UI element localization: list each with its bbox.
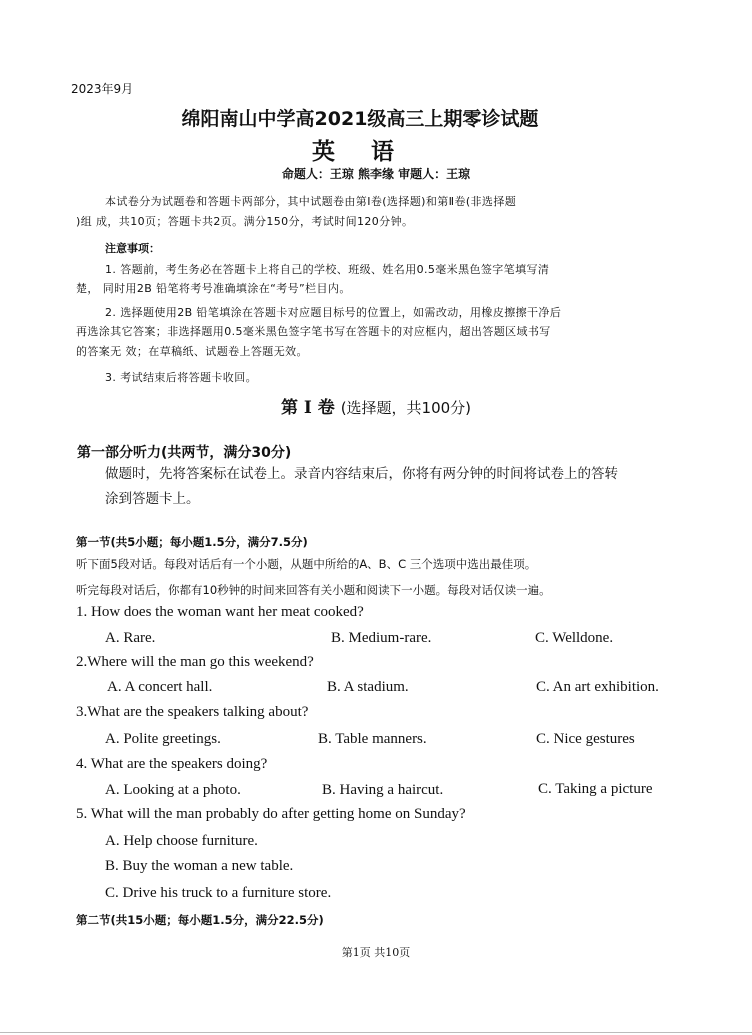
question-2-option-b: B. A stadium. [327, 679, 409, 695]
question-1-option-b: B. Medium-rare. [331, 630, 432, 646]
question-4-stem: 4. What are the speakers doing? [76, 756, 268, 772]
question-4-option-b: B. Having a haircut. [322, 782, 444, 798]
part-1-instruction-line-2: 涂到答题卡上。 [105, 491, 200, 507]
intro-line-2: )组 成，共10页；答题卡共2页。满分150分，考试时间120分钟。 [76, 215, 414, 228]
section-1-heading: 第一节(共5小题；每小题1.5分，满分7.5分) [76, 535, 308, 549]
note-1-line-1: 1. 答题前，考生务必在答题卡上将自己的学校、班级、姓名用0.5毫米黑色签字笔填写清 [105, 263, 550, 276]
question-3-option-c: C. Nice gestures [536, 731, 635, 747]
question-5-stem: 5. What will the man probably do after getting home on Sunday? [76, 806, 466, 822]
page-footer: 第1页 共10页 [341, 946, 411, 959]
section-1-title [0, 393, 752, 418]
question-2-option-a: A. A concert hall. [107, 679, 213, 695]
section-1-label: 第 I 卷 [280, 398, 335, 418]
question-1-stem: 1. How does the woman want her meat cooked? [76, 604, 364, 620]
part-1-instruction-line-1: 做题时，先将答案标在试卷上。录音内容结束后，你将有两分钟的时间将试卷上的答转 [105, 466, 618, 482]
question-2-stem: 2.Where will the man go this weekend? [76, 654, 314, 670]
question-3-option-b: B. Table manners. [318, 731, 427, 747]
intro-line-1: 本试卷分为试题卷和答题卡两部分，其中试题卷由第Ⅰ卷(选择题)和第Ⅱ卷(非选择题 [105, 195, 517, 208]
notes-heading: 注意事项： [105, 242, 160, 255]
exam-date: 2023年9月 [71, 82, 134, 96]
note-2-line-2: 再选涂其它答案；非选择题用0.5毫米黑色签字笔书写在答题卡的对应框内，超出答题区域书写 [76, 325, 551, 338]
question-1-option-c: C. Welldone. [535, 630, 614, 646]
note-1-line-2: 楚， 同时用2B 铅笔将考号准确填涂在“考号”栏目内。 [76, 282, 351, 295]
note-3: 3. 考试结束后将答题卡收回。 [105, 371, 257, 384]
question-1-option-a: A. Rare. [105, 630, 156, 646]
question-5-option-a: A. Help choose furniture. [105, 833, 258, 849]
authors-line: 命题人：王琼 熊李缘 审题人：王琼 [281, 167, 471, 181]
section-1-directions-line-2: 听完每段对话后，你都有10秒钟的时间来回答有关小题和阅读下一小题。每段对话仅读一遍。 [76, 583, 551, 597]
note-2-line-3: 的答案无 效；在草稿纸、试题卷上答题无效。 [76, 345, 308, 358]
question-5-option-b: B. Buy the woman a new table. [105, 858, 294, 874]
question-3-stem: 3.What are the speakers talking about? [76, 704, 309, 720]
note-2-line-1: 2. 选择题使用2B 铅笔填涂在答题卡对应题目标号的位置上，如需改动，用橡皮擦擦干净后 [105, 306, 562, 319]
question-2-option-c: C. An art exhibition. [536, 679, 659, 695]
part-1-heading: 第一部分听力(共两节，满分30分) [77, 445, 292, 461]
question-4-option-c: C. Taking a picture [538, 781, 653, 797]
subject-title: 英 语 [311, 138, 408, 165]
question-4-option-a: A. Looking at a photo. [105, 782, 241, 798]
section-1-directions-line-1: 听下面5段对话。每段对话后有一个小题，从题中所给的A、B、C 三个选项中选出最佳项。 [76, 557, 537, 571]
section-2-heading: 第二节(共15小题；每小题1.5分，满分22.5分) [76, 913, 324, 927]
question-3-option-a: A. Polite greetings. [105, 731, 221, 747]
question-5-option-c: C. Drive his truck to a furniture store. [105, 885, 332, 901]
page-bottom-edge [0, 1032, 752, 1033]
exam-title: 绵阳南山中学高2021级高三上期零诊试题 [181, 108, 539, 130]
section-1-subtitle: (选择题，共100分) [340, 399, 472, 417]
